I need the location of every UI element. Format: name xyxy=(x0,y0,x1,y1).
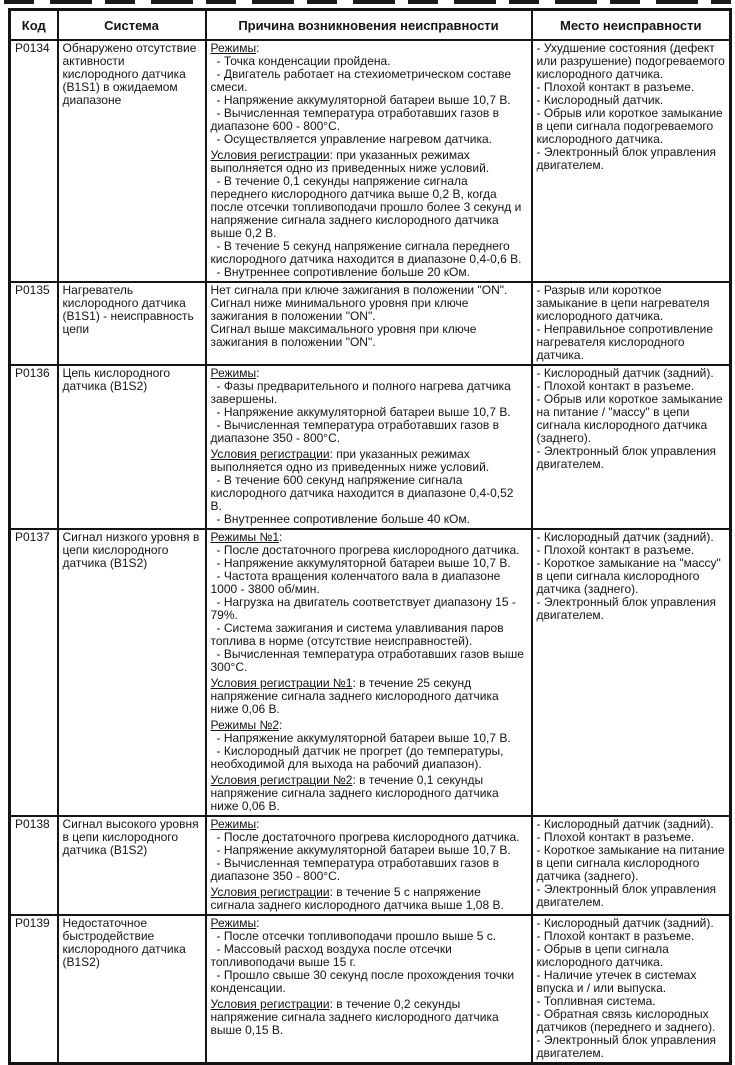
cause-bullet: - Внутреннее сопротивление больше 20 кОм. xyxy=(216,265,470,279)
location-bullet: - Обрыв или короткое замыкание в цепи сигнала подогреваемого кислородного датчика. xyxy=(536,106,723,146)
cause-text: Сигнал выше максимального уровня при ключе зажигания в положении "ON". xyxy=(210,322,477,349)
location-bullet: - Неправильное сопротивление нагревателя кислородного датчика. xyxy=(536,322,714,362)
location-bullet: - Электронный блок управления двигателем. xyxy=(536,1033,717,1060)
heading-rest-text: : xyxy=(256,41,260,55)
cause-heading xyxy=(211,774,527,813)
heading-rest-text: : xyxy=(279,530,283,544)
heading-rest-text: : xyxy=(256,916,260,930)
cause-bullet: - Напряжение аккумуляторной батареи выше 10,7 В. xyxy=(216,843,511,857)
cause-bullet: - Точка конденсации пройдена. xyxy=(216,54,391,68)
location-bullet: - Плохой контакт в разъеме. xyxy=(536,379,695,393)
cause-cell xyxy=(206,816,532,915)
underlined-label: Условия регистрации xyxy=(210,885,330,899)
cause-bullet: - Массовый расход воздуха после отсечки топливоподачи выше 15 г. xyxy=(210,942,452,969)
location-bullet: - Кислородный датчик. xyxy=(536,93,664,107)
heading-rest-text: : в течение 25 секунд напряжение сигнала заднего кислородного датчика ниже 0,06 В. xyxy=(210,676,499,716)
table-header xyxy=(10,10,731,41)
heading-rest-text: : при указанных режимах выполняется одно из приведенных ниже условий. xyxy=(210,148,490,175)
underlined-label: Условия регистрации xyxy=(210,148,330,162)
location-cell xyxy=(532,915,731,1064)
cause-bullet: - Прошло свыше 30 секунд после прохождения точки конденсации. xyxy=(210,968,515,995)
table-row xyxy=(10,915,731,1064)
cause-bullet: - Внутреннее сопротивление больше 40 кОм. xyxy=(216,512,470,526)
cause-cell xyxy=(206,40,532,282)
header-system: Система xyxy=(58,10,206,41)
location-bullet: - Кислородный датчик (задний). xyxy=(536,817,714,831)
cause-bullet: - Вычисленная температура отработавших газов в диапазоне 600 - 800°С. xyxy=(210,106,499,133)
heading-rest-text: : при указанных режимах выполняется одно из приведенных ниже условий. xyxy=(210,447,490,474)
cause-bullet: - Напряжение аккумуляторной батареи выше 10,7 В. xyxy=(216,405,511,419)
table-row xyxy=(10,40,731,282)
code-cell: P0135 xyxy=(10,282,58,365)
cause-bullet: - В течение 5 секунд напряжение сигнала переднего кислородного датчика находится в диапазоне 0,4-0,6 В. xyxy=(210,239,522,266)
location-bullet: - Электронный блок управления двигателем. xyxy=(536,882,717,909)
location-cell xyxy=(532,365,731,529)
location-bullet: - Кислородный датчик (задний). xyxy=(536,366,714,380)
location-bullet: - Плохой контакт в разъеме. xyxy=(536,80,695,94)
dtc-table xyxy=(8,8,732,1065)
cause-cell xyxy=(206,529,532,816)
system-cell: Недостаточное быстродействие кислородного датчика (B1S2) xyxy=(58,915,206,1064)
cause-bullet: - Вычисленная температура отработавших газов в диапазоне 350 - 800°С. xyxy=(210,418,499,445)
table-row xyxy=(10,282,731,365)
location-bullet: - Плохой контакт в разъеме. xyxy=(536,929,695,943)
table-row xyxy=(10,816,731,915)
system-cell: Сигнал высокого уровня в цепи кислородного датчика (B1S2) xyxy=(58,816,206,915)
underlined-label: Режимы xyxy=(210,41,257,55)
location-cell xyxy=(532,40,731,282)
heading-rest-text: : xyxy=(256,817,260,831)
location-cell xyxy=(532,282,731,365)
cause-bullet: - После достаточного прогрева кислородного датчика. xyxy=(216,830,520,844)
code-cell: P0138 xyxy=(10,816,58,915)
system-cell: Обнаружено отсутствие активности кислородного датчика (B1S1) в ожидаемом диапазоне xyxy=(58,40,206,282)
location-bullet: - Топливная система. xyxy=(536,994,656,1008)
cause-text: Сигнал ниже минимального уровня при ключе зажигания в положении "ON". xyxy=(210,296,469,323)
location-bullet: - Электронный блок управления двигателем. xyxy=(536,595,717,622)
heading-rest-text: : в течение 0,1 секунды напряжение сигнала заднего кислородного датчика ниже 0,06 В. xyxy=(210,773,499,813)
cause-bullet: - После достаточного прогрева кислородного датчика. xyxy=(216,543,520,557)
cause-text: Нет сигнала при ключе зажигания в положении "ON". xyxy=(210,283,508,297)
underlined-label: Условия регистрации №2 xyxy=(210,773,353,787)
cause-bullet: - В течение 0,1 секунды напряжение сигнала переднего кислородного датчика выше 0,2 В, когда после отсечки топливоподачи прошло более 3 секунд и напряжение сигнала заднего кислородного датчика выше 0,2 В. xyxy=(210,174,522,240)
cause-heading xyxy=(211,149,527,175)
table-body xyxy=(10,40,731,1064)
underlined-label: Режимы xyxy=(210,817,257,831)
location-bullet: - Обратная связь кислородных датчиков (переднего и заднего). xyxy=(536,1007,716,1034)
cause-bullet: - Двигатель работает на стехиометрическом составе смеси. xyxy=(210,67,512,94)
location-bullet: - Плохой контакт в разъеме. xyxy=(536,543,695,557)
underlined-label: Режимы xyxy=(210,366,257,380)
location-bullet: - Ухудшение состояния (дефект или разрушение) подогреваемого кислородного датчика. xyxy=(536,41,725,81)
cause-bullet: - Кислородный датчик не прогрет (до температуры, необходимой для выхода на рабочий диапазон). xyxy=(210,744,504,771)
cause-bullet: - После отсечки топливоподачи прошло выше 5 с. xyxy=(216,929,497,943)
underlined-label: Режимы xyxy=(210,916,257,930)
underlined-label: Условия регистрации xyxy=(210,997,330,1011)
location-bullet: - Короткое замыкание на питание в цепи сигнала кислородного датчика (заднего). xyxy=(536,843,725,883)
cause-bullet: - Частота вращения коленчатого вала в диапазоне 1000 - 3800 об/мин. xyxy=(210,569,501,596)
system-cell: Цепь кислородного датчика (B1S2) xyxy=(58,365,206,529)
underlined-label: Условия регистрации xyxy=(210,447,330,461)
header-cause: Причина возникновения неисправности xyxy=(206,10,532,41)
header-row xyxy=(10,10,731,41)
underlined-label: Режимы №2 xyxy=(210,718,280,732)
cause-cell xyxy=(206,915,532,1064)
cause-bullet: - Напряжение аккумуляторной батареи выше 10,7 В. xyxy=(216,556,511,570)
code-cell: P0137 xyxy=(10,529,58,816)
code-cell: P0139 xyxy=(10,915,58,1064)
location-bullet: - Обрыв в цепи сигнала кислородного датчика. xyxy=(536,942,669,969)
heading-rest-text: : xyxy=(256,366,260,380)
cause-bullet: - В течение 600 секунд напряжение сигнала кислородного датчика находится в диапазоне 0,4-0,52 В. xyxy=(210,473,514,513)
location-bullet: - Кислородный датчик (задний). xyxy=(536,530,714,544)
system-cell: Сигнал низкого уровня в цепи кислородного датчика (B1S2) xyxy=(58,529,206,816)
underlined-label: Условия регистрации №1 xyxy=(210,676,353,690)
code-cell: P0134 xyxy=(10,40,58,282)
system-cell: Нагреватель кислородного датчика (B1S1) - неисправность цепи xyxy=(58,282,206,365)
cause-bullet: - Вычисленная температура отработавших газов выше 300°С. xyxy=(210,647,524,674)
header-location: Место неисправности xyxy=(532,10,731,41)
cause-bullet: - Напряжение аккумуляторной батареи выше 10,7 В. xyxy=(216,93,511,107)
header-code: Код xyxy=(10,10,58,41)
heading-rest-text: : в течение 5 с напряжение сигнала заднего кислородного датчика выше 1,08 В. xyxy=(210,885,504,912)
cause-bullet: - Вычисленная температура отработавших газов в диапазоне 350 - 800°С. xyxy=(210,856,499,883)
heading-rest-text: : в течение 0,2 секунды напряжение сигнала заднего кислородного датчика выше 0,15 В. xyxy=(210,997,499,1037)
cause-cell xyxy=(206,282,532,365)
location-bullet: - Плохой контакт в разъеме. xyxy=(536,830,695,844)
code-cell: P0136 xyxy=(10,365,58,529)
location-bullet: - Электронный блок управления двигателем. xyxy=(536,444,717,471)
location-bullet: - Кислородный датчик (задний). xyxy=(536,916,714,930)
location-bullet: - Наличие утечек в системах впуска и / или выпуска. xyxy=(536,968,697,995)
location-bullet: - Обрыв или короткое замыкание на питание / "массу" в цепи сигнала кислородного датчика (заднего). xyxy=(536,392,723,445)
table-row xyxy=(10,365,731,529)
cause-bullet: - Фазы предварительного и полного нагрева датчика завершены. xyxy=(210,379,511,406)
location-bullet: - Электронный блок управления двигателем. xyxy=(536,145,717,172)
location-bullet: - Разрыв или короткое замыкание в цепи нагревателя кислородного датчика. xyxy=(536,283,710,323)
location-cell xyxy=(532,816,731,915)
cause-heading xyxy=(211,998,527,1037)
underlined-label: Режимы №1 xyxy=(210,530,280,544)
cause-bullet: - Осуществляется управление нагревом датчика. xyxy=(216,132,493,146)
cause-cell xyxy=(206,365,532,529)
cause-heading xyxy=(211,886,527,912)
cause-heading xyxy=(211,677,527,716)
table-row xyxy=(10,529,731,816)
location-bullet: - Короткое замыкание на "массу" в цепи сигнала кислородного датчика (заднего). xyxy=(536,556,721,596)
cause-heading xyxy=(211,448,527,474)
location-cell xyxy=(532,529,731,816)
heading-rest-text: : xyxy=(279,718,283,732)
cause-bullet: - Нагрузка на двигатель соответствует диапазону 15 - 79%. xyxy=(210,595,516,622)
cause-bullet: - Напряжение аккумуляторной батареи выше 10,7 В. xyxy=(216,731,511,745)
cause-bullet: - Система зажигания и система улавливания паров топлива в норме (отсутствие неисправностей). xyxy=(210,621,504,648)
cropped-text-artifact xyxy=(4,0,731,4)
